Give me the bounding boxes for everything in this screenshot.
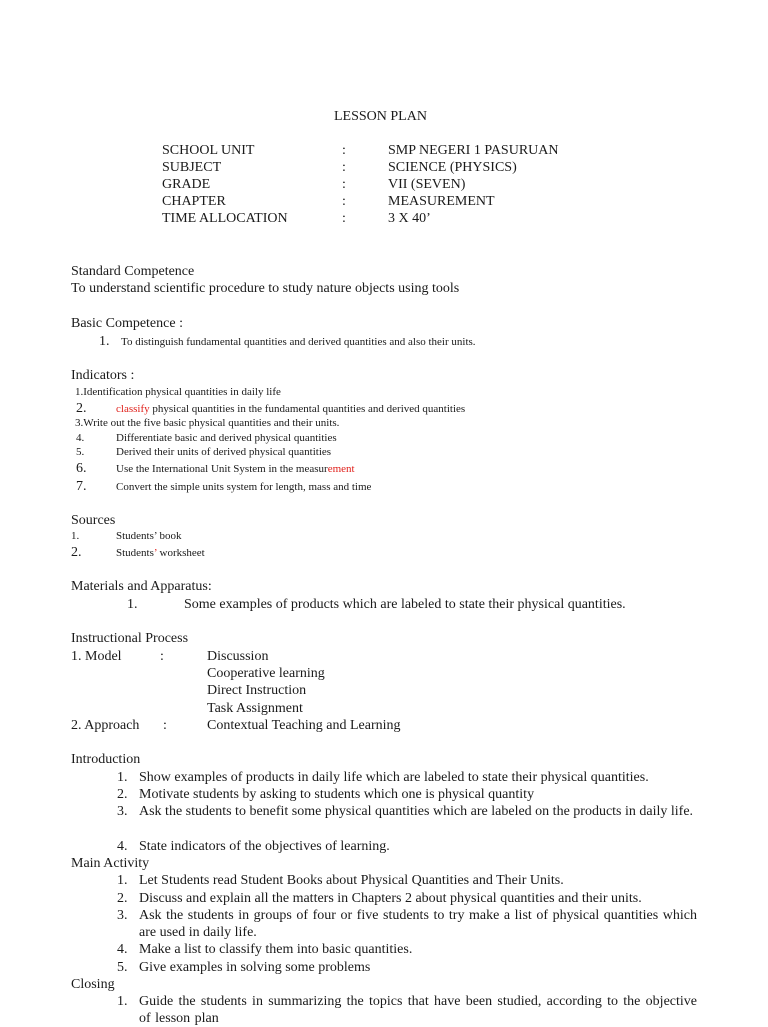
standard-competence-heading: Standard Competence <box>71 264 195 279</box>
page-title: LESSON PLAN <box>334 109 427 124</box>
list-item: State indicators of the objectives of learning. <box>139 839 390 854</box>
info-colon: : <box>342 211 346 226</box>
standard-competence-text: To understand scientific procedure to study nature objects using tools <box>71 281 460 296</box>
list-item: Motivate students by asking to students which one is physical quantity <box>139 787 535 802</box>
highlighted-text: classify <box>116 403 150 415</box>
indicator-number: 6. <box>76 461 87 476</box>
list-number: 1. <box>117 873 128 888</box>
info-value-time-allocation: 3 X 40’ <box>388 211 431 226</box>
indicator-item: Convert the simple units system for length, mass and time <box>116 481 372 493</box>
indicator-item: Derived their units of derived physical quantities <box>116 446 332 458</box>
model-label: 1. Model <box>71 649 122 664</box>
info-label-grade: GRADE <box>162 177 211 192</box>
info-value-grade: VII (SEVEN) <box>388 177 466 192</box>
info-colon: : <box>342 194 346 209</box>
materials-item: Some examples of products which are labeled to state their physical quantities. <box>184 597 626 612</box>
list-item: Make a list to classify them into basic quantities. <box>139 942 413 957</box>
basic-competence-number: 1. <box>99 334 110 349</box>
indicator-number: 7. <box>76 479 87 494</box>
source-number: 1. <box>71 530 80 542</box>
list-number: 5. <box>117 960 128 975</box>
info-label-school-unit: SCHOOL UNIT <box>162 143 255 158</box>
introduction-heading: Introduction <box>71 752 141 767</box>
closing-heading: Closing <box>71 977 115 992</box>
info-value-subject: SCIENCE (PHYSICS) <box>388 160 517 175</box>
source-number: 2. <box>71 545 82 560</box>
list-item: Guide the students in summarizing the topics that have been studied, according to the objective of lesson plan <box>139 994 697 1026</box>
model-item: Task Assignment <box>207 701 303 716</box>
indicator-item: Differentiate basic and derived physical quantities <box>116 432 337 444</box>
list-item: Ask the students in groups of four or five students to try make a list of physical quantities which are used in daily life. <box>139 908 697 940</box>
materials-heading: Materials and Apparatus: <box>71 579 212 594</box>
basic-competence-heading: Basic Competence : <box>71 316 183 331</box>
approach-colon: : <box>163 718 167 733</box>
info-colon: : <box>342 160 346 175</box>
list-item: Ask the students to benefit some physical quantities which are labeled on the products in daily life. <box>139 804 694 819</box>
info-value-school-unit: SMP NEGERI 1 PASURUAN <box>388 143 559 158</box>
approach-value: Contextual Teaching and Learning <box>207 718 401 733</box>
info-colon: : <box>342 143 346 158</box>
indicator-item: 1.Identification physical quantities in daily life <box>75 386 281 398</box>
indicator-item: Use the International Unit System in the measurement <box>116 463 355 475</box>
indicators-heading: Indicators : <box>71 368 135 383</box>
approach-label: 2. Approach <box>71 718 140 733</box>
indicator-item: classify physical quantities in the fundamental quantities and derived quantities <box>116 403 466 415</box>
list-number: 3. <box>117 804 128 819</box>
source-item: Students’ worksheet <box>116 547 205 559</box>
highlighted-text: ’ <box>153 547 157 559</box>
list-number: 1. <box>117 770 128 785</box>
sources-heading: Sources <box>71 513 116 528</box>
main-activity-heading: Main Activity <box>71 856 150 871</box>
indicator-number: 5. <box>76 446 85 458</box>
info-label-subject: SUBJECT <box>162 160 222 175</box>
model-item: Discussion <box>207 649 269 664</box>
model-item: Direct Instruction <box>207 683 307 698</box>
model-item: Cooperative learning <box>207 666 325 681</box>
info-label-chapter: CHAPTER <box>162 194 226 209</box>
indicator-item: 3.Write out the five basic physical quantities and their units. <box>75 417 340 429</box>
source-item: Students’ book <box>116 530 182 542</box>
highlighted-text: ement <box>327 463 355 475</box>
indicator-number: 2. <box>76 401 87 416</box>
info-label-time-allocation: TIME ALLOCATION <box>162 211 288 226</box>
list-item: Discuss and explain all the matters in Chapters 2 about physical quantities and their units. <box>139 891 642 906</box>
model-colon: : <box>160 649 164 664</box>
indicator-number: 4. <box>76 432 85 444</box>
info-colon: : <box>342 177 346 192</box>
list-number: 2. <box>117 891 128 906</box>
list-number: 2. <box>117 787 128 802</box>
list-item: Give examples in solving some problems <box>139 960 371 975</box>
list-item: Let Students read Student Books about Physical Quantities and Their Units. <box>139 873 564 888</box>
basic-competence-text: To distinguish fundamental quantities and derived quantities and also their units. <box>121 336 476 348</box>
list-number: 3. <box>117 908 128 923</box>
instructional-heading: Instructional Process <box>71 631 189 646</box>
info-value-chapter: MEASUREMENT <box>388 194 495 209</box>
materials-number: 1. <box>127 597 138 612</box>
list-number: 4. <box>117 839 128 854</box>
list-number: 4. <box>117 942 128 957</box>
list-number: 1. <box>117 994 128 1009</box>
list-item: Show examples of products in daily life which are labeled to state their physical quantities. <box>139 770 649 785</box>
